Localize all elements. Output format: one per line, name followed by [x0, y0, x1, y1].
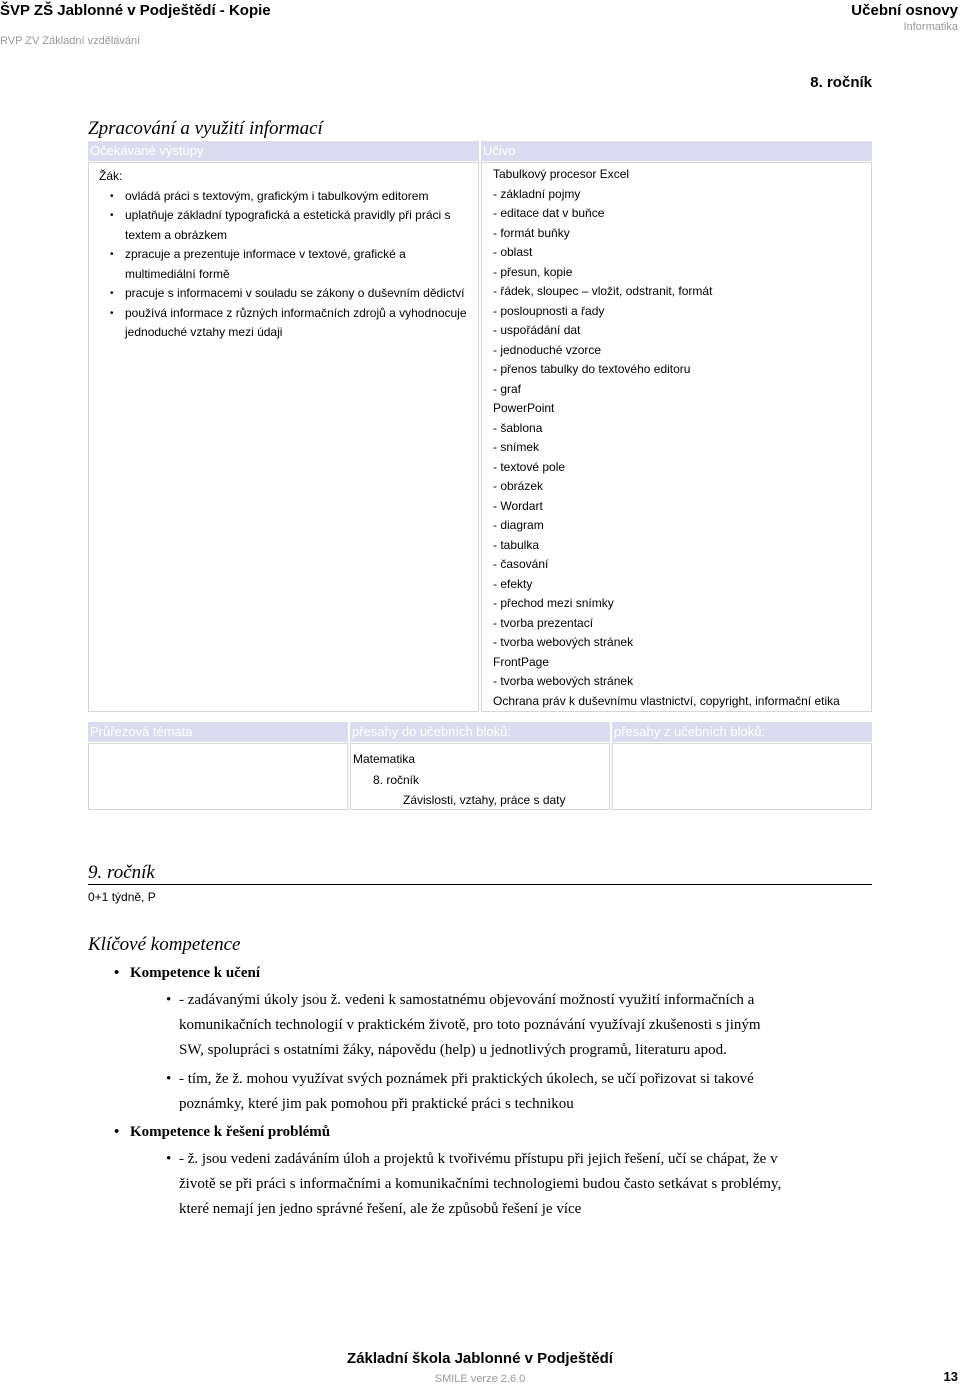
- footer-school: Základní škola Jablonné v Podještědí: [347, 1350, 613, 1367]
- curriculum-item: - posloupnosti a řady: [493, 303, 605, 318]
- curriculum-item: PowerPoint: [493, 401, 555, 415]
- bullet-icon: •: [114, 965, 120, 981]
- curriculum-item: - časování: [493, 557, 549, 571]
- competence-group-label: Kompetence k řešení problémů: [130, 1124, 331, 1140]
- curriculum-item: - přechod mezi snímky: [493, 596, 614, 610]
- section-title: Zpracování a využití informací: [88, 118, 323, 139]
- competence-item-line: - ž. jsou vedeni zadáváním úloh a projektů k tvořivému přístupu při jejich řešení, učí se chápat, že v: [179, 1151, 778, 1167]
- document-title: ŠVP ZŠ Jablonné v Podještědí - Kopie: [0, 2, 271, 19]
- curriculum-item: - graf: [493, 381, 522, 396]
- bullet-icon: •: [166, 1071, 172, 1087]
- to-blocks-subject: Matematika: [353, 752, 416, 766]
- curriculum-item: - oblast: [493, 245, 533, 259]
- cross-topics-cell: [88, 743, 348, 810]
- from-blocks-cell: [612, 743, 872, 810]
- curriculum-item: - Wordart: [493, 498, 543, 513]
- competences-title: Klíčové kompetence: [88, 934, 241, 955]
- page-number: 13: [943, 1369, 958, 1384]
- outcome-item: • ovládá práci s textovým, grafickým i tabulkovým editorem: [125, 187, 475, 207]
- to-blocks-grade: 8. ročník: [373, 773, 420, 787]
- competence-item-line: které nemají jen jedno správné řešení, ale že způsobů řešení je více: [179, 1201, 582, 1217]
- bullet-icon: •: [166, 992, 172, 1008]
- curriculum-item: - šablona: [493, 420, 543, 435]
- curriculum-item: - uspořádání dat: [493, 323, 581, 337]
- curriculum-item: - tvorba prezentací: [493, 615, 594, 630]
- curriculum-item: - textové pole: [493, 459, 566, 474]
- from-blocks-header: přesahy z učebních bloků:: [612, 722, 872, 742]
- curriculum-item: - přenos tabulky do textového editoru: [493, 362, 691, 376]
- to-blocks-topic: Závislosti, vztahy, práce s daty: [403, 793, 566, 807]
- outcome-item: • uplatňuje základní typografická a estetická pravidly při práci s textem a obrázkem: [125, 206, 475, 245]
- bullet-icon: •: [166, 1151, 172, 1167]
- curriculum-item: - snímek: [493, 440, 540, 454]
- grade-8-label: 8. ročník: [810, 74, 872, 91]
- outcome-item: • pracuje s informacemi v souladu se zákony o duševním dědictví: [125, 284, 475, 304]
- competences-list: [114, 962, 874, 1226]
- curriculum-item: - základní pojmy: [493, 186, 581, 201]
- cross-topics-header: Průřezová témata: [88, 722, 348, 742]
- curriculum-item: - tvorba webových stránek: [493, 635, 634, 649]
- curriculum-item: - formát buňky: [493, 225, 570, 240]
- curriculum-item: - editace dat v buňce: [493, 206, 605, 220]
- subject-name: Informatika: [903, 21, 958, 33]
- competence-group-name: [114, 1121, 874, 1143]
- curriculum-item: - tabulka: [493, 537, 540, 552]
- competence-item-line: životě se při práci s informačními a komunikačními technologiemi budou často setkávat s problémy,: [179, 1176, 782, 1192]
- document-subtitle: RVP ZV Základní vzdělávání: [0, 35, 141, 47]
- curriculum-list: [482, 163, 871, 711]
- to-blocks-cell: [350, 743, 610, 810]
- competence-group-label: Kompetence k učení: [130, 965, 260, 981]
- expected-outcomes-cell: [88, 162, 479, 712]
- curriculum-item: - efekty: [493, 576, 533, 591]
- curriculum-item: - diagram: [493, 518, 544, 532]
- competence-item: [114, 988, 874, 1063]
- outcome-item: • používá informace z různých informačních zdrojů a vyhodnocuje jednoduché vztahy mezi údaji: [125, 304, 475, 343]
- grade-9-hours: 0+1 týdně, P: [88, 890, 156, 904]
- bullet-icon: •: [114, 1124, 120, 1140]
- competence-item-line: - tím, že ž. mohou využívat svých poznámek při praktických úkolech, se učí pořizovat si takové: [179, 1071, 754, 1087]
- curriculum-item: FrontPage: [493, 654, 550, 669]
- curriculum-item: Tabulkový procesor Excel: [493, 167, 630, 181]
- curriculum-item: - přesun, kopie: [493, 264, 573, 279]
- competence-item: [114, 1147, 874, 1222]
- curriculum-item: - řádek, sloupec – vložit, odstranit, formát: [493, 284, 713, 298]
- competence-item: [114, 1067, 874, 1117]
- doc-type: Učební osnovy: [851, 2, 958, 19]
- to-blocks-header: přesahy do učebních bloků:: [350, 722, 610, 742]
- grade-9-heading: 9. ročník: [88, 862, 872, 885]
- curriculum-cell: [481, 162, 872, 712]
- outcomes-list: [99, 187, 475, 343]
- footer-version: SMILE verze 2.6.0: [434, 1373, 526, 1385]
- competence-group-name: [114, 962, 874, 984]
- curriculum-item: - tvorba webových stránek: [493, 674, 634, 688]
- pupil-label: Žák:: [99, 169, 123, 183]
- curriculum-item: Ochrana práv k duševnímu vlastnictví, copyright, informační etika: [493, 693, 840, 708]
- curriculum-item: - obrázek: [493, 479, 544, 493]
- curriculum-item: - jednoduché vzorce: [493, 342, 602, 357]
- competence-item-line: - zadávanými úkoly jsou ž. vedeni k samostatnému objevování možností využití informačních a: [179, 992, 755, 1008]
- expected-outcomes-header: Očekávané výstupy: [88, 141, 479, 161]
- curriculum-header: Učivo: [481, 141, 872, 161]
- competence-item-line: SW, spolupráci s ostatními žáky, nápovědu (help) u jednotlivých programů, literaturu apod.: [179, 1042, 727, 1058]
- competence-item-line: poznámky, které jim pak pomohou při praktické práci s technikou: [179, 1096, 574, 1112]
- competence-item-line: komunikačních technologií v praktickém životě, pro toto poznávání využívají zkušenosti s jiným: [179, 1017, 761, 1033]
- outcome-item: • zpracuje a prezentuje informace v textové, grafické a multimediální formě: [125, 245, 475, 284]
